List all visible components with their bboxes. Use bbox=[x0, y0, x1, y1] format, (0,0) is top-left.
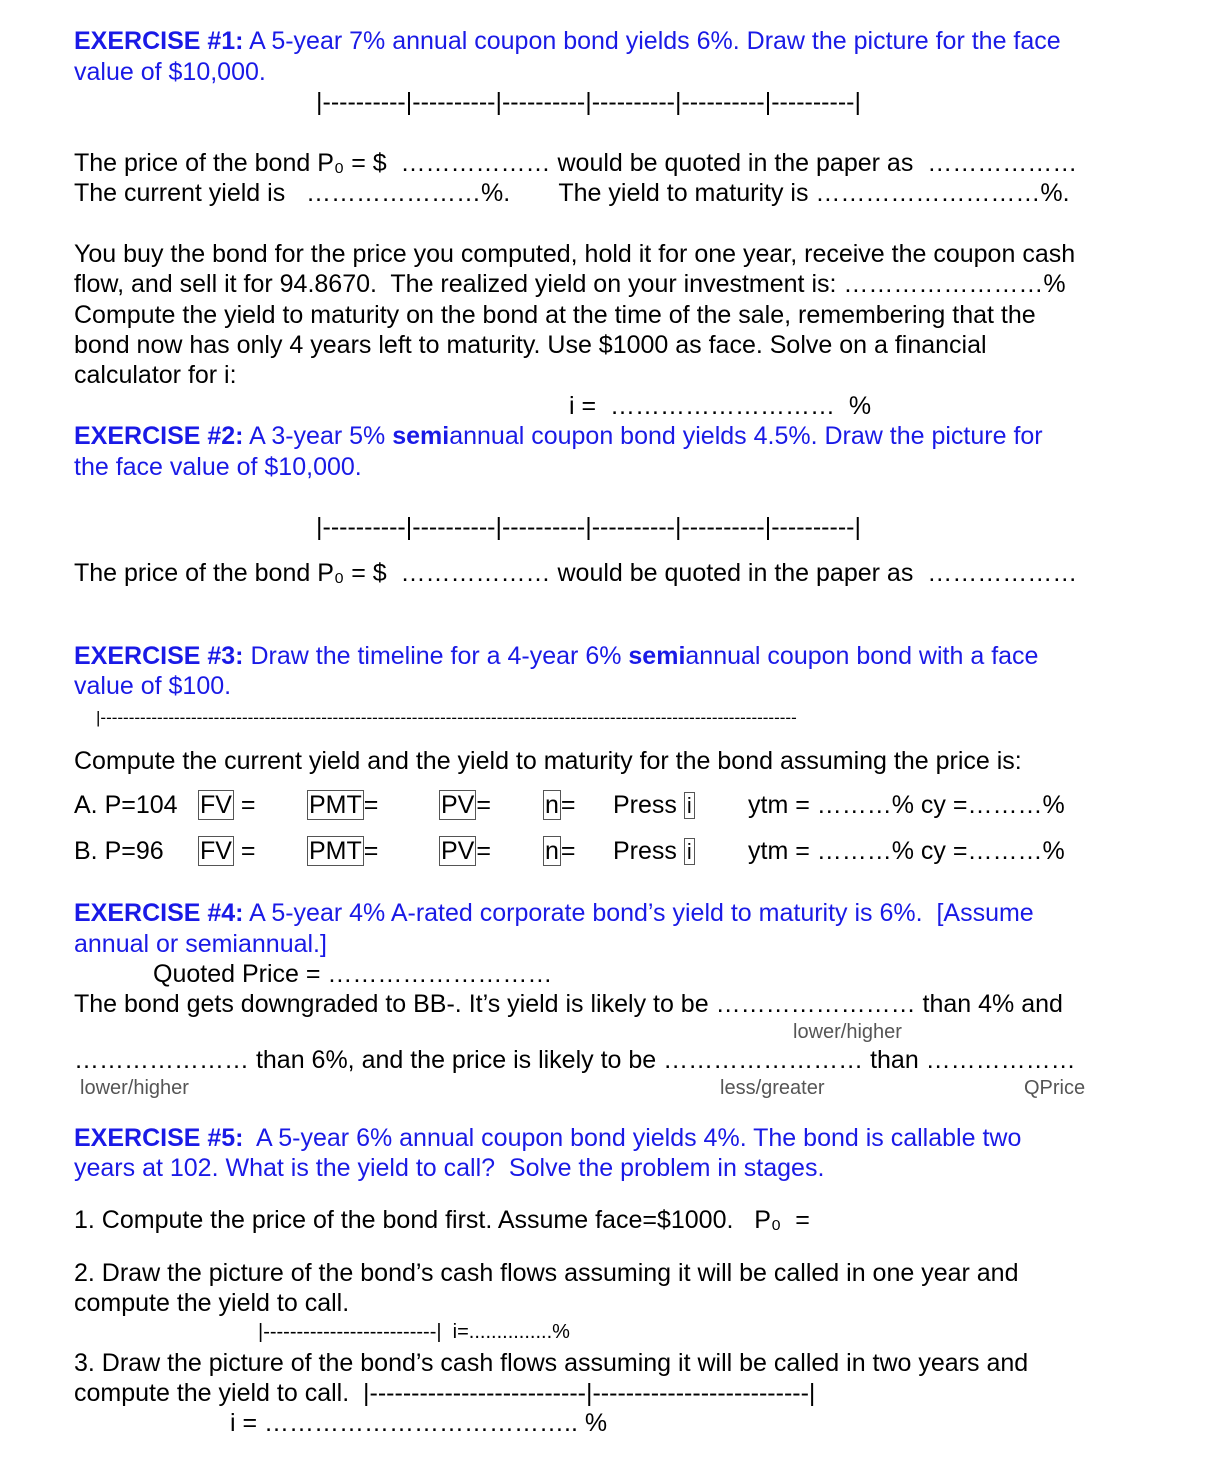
ex1-paragraph-line5: calculator for i: bbox=[74, 361, 237, 389]
ex5-step2-timeline: |--------------------------| i=...............% bbox=[258, 1321, 570, 1343]
n-equals: = bbox=[560, 837, 576, 865]
fv-equals: = bbox=[233, 837, 256, 865]
fv-equals: = bbox=[233, 791, 256, 819]
ex4-hint-less-greater: less/greater bbox=[720, 1077, 825, 1099]
ex1-paragraph-line2: flow, and sell it for 94.8670. The realized yield on your investment is: ……………………% bbox=[74, 270, 1066, 298]
ex2-timeline: |----------|----------|----------|----------|----------|----------| bbox=[316, 513, 861, 541]
press-label: Press bbox=[613, 791, 677, 819]
press-label: Press bbox=[613, 837, 677, 865]
pv-key: PV bbox=[441, 837, 475, 865]
ex4-title-line2: annual or semiannual.] bbox=[74, 930, 327, 958]
ex1-paragraph-line1: You buy the bond for the price you computed, hold it for one year, receive the coupon cash bbox=[74, 240, 1076, 268]
ex1-heading: EXERCISE #1: bbox=[74, 27, 244, 55]
ex2-semi-bold: semi bbox=[392, 422, 450, 450]
i-key: i bbox=[684, 792, 695, 819]
ex5-step3-line2: compute the yield to call. |--------------------------|--------------------------| bbox=[74, 1379, 816, 1407]
ex5-heading: EXERCISE #5: bbox=[74, 1124, 244, 1152]
ex3-row-a-pmt bbox=[307, 790, 378, 820]
ex3-semi-bold: semi bbox=[628, 642, 686, 670]
ex3-compute-text: Compute the current yield and the yield to maturity for the bond assuming the price is: bbox=[74, 747, 1022, 775]
ex5-title-text: A 5-year 6% annual coupon bond yields 4%. The bond is callable two bbox=[243, 1124, 1022, 1152]
n-key: n bbox=[545, 837, 559, 865]
ex2-title-line2: the face value of $10,000. bbox=[74, 453, 362, 481]
ex2-title-text-a: A 3-year 5% bbox=[243, 422, 393, 450]
ex4-title-text: A 5-year 4% A-rated corporate bond’s yield to maturity is 6%. [Assume bbox=[243, 899, 1034, 927]
ex3-row-b-pmt bbox=[307, 836, 378, 866]
pmt-equals: = bbox=[363, 837, 379, 865]
ex4-downgrade-line1: The bond gets downgraded to BB-. It’s yield is likely to be …………………… than 4% and bbox=[74, 990, 1063, 1018]
ex3-row-b-press bbox=[613, 836, 695, 867]
ex2-title-text-b: annual coupon bond yields 4.5%. Draw the picture for bbox=[449, 422, 1043, 450]
ex2-heading: EXERCISE #2: bbox=[74, 422, 244, 450]
ex3-heading: EXERCISE #3: bbox=[74, 642, 244, 670]
ex1-price-line: The price of the bond P₀ = $ ……………… would be quoted in the paper as ……………… bbox=[74, 149, 1078, 177]
ex3-title bbox=[74, 641, 1038, 671]
ex5-title-line2: years at 102. What is the yield to call? Solve the problem in stages. bbox=[74, 1154, 825, 1182]
ex3-title-line2: value of $100. bbox=[74, 672, 232, 700]
ex3-row-a-n bbox=[543, 790, 576, 820]
fv-key: FV bbox=[200, 791, 232, 819]
pmt-equals: = bbox=[363, 791, 379, 819]
ex5-step2-line1: 2. Draw the picture of the bond’s cash flows assuming it will be called in one year and bbox=[74, 1259, 1019, 1287]
ex5-step3-line1: 3. Draw the picture of the bond’s cash flows assuming it will be called in two years and bbox=[74, 1349, 1029, 1377]
ex4-title bbox=[74, 898, 1034, 928]
ex3-row-a-ytm: ytm = ………% cy =………% bbox=[748, 791, 1065, 819]
ex1-title-line2: value of $10,000. bbox=[74, 58, 266, 86]
ex2-price-line: The price of the bond P₀ = $ ……………… would be quoted in the paper as ……………… bbox=[74, 559, 1078, 587]
ex3-row-a-fv bbox=[198, 790, 256, 820]
ex1-i-answer: i = ……………………… % bbox=[569, 392, 872, 420]
pv-equals: = bbox=[476, 837, 491, 865]
ex4-hint-lower-higher-1: lower/higher bbox=[793, 1021, 902, 1043]
ex3-timeline: |--------------------------------------------------------------------------------------------------------------------------- bbox=[96, 708, 797, 727]
ex3-row-b-label: B. P=96 bbox=[74, 837, 164, 865]
ex4-quoted-price: Quoted Price = ……………………… bbox=[153, 960, 553, 988]
ex1-paragraph-line4: bond now has only 4 years left to maturity. Use $1000 as face. Solve on a financial bbox=[74, 331, 987, 359]
ex3-title-text-a: Draw the timeline for a 4-year 6% bbox=[243, 642, 629, 670]
pmt-key: PMT bbox=[309, 837, 362, 865]
pv-key: PV bbox=[441, 791, 475, 819]
n-key: n bbox=[545, 791, 559, 819]
ex3-row-a-label: A. P=104 bbox=[74, 791, 178, 819]
ex1-title-text: A 5-year 7% annual coupon bond yields 6%. Draw the picture for the face bbox=[243, 27, 1061, 55]
ex1-paragraph-line3: Compute the yield to maturity on the bond at the time of the sale, remembering that the bbox=[74, 301, 1036, 329]
ex4-downgrade-line2: ………………… than 6%, and the price is likely to be …………………… than ……………… bbox=[74, 1046, 1076, 1074]
ex4-hint-lower-higher-2: lower/higher bbox=[80, 1077, 189, 1099]
pmt-key: PMT bbox=[309, 791, 362, 819]
ex5-step1: 1. Compute the price of the bond first. Assume face=$1000. P₀ = bbox=[74, 1206, 810, 1234]
ex3-row-b-ytm: ytm = ………% cy =………% bbox=[748, 837, 1065, 865]
ex3-row-b-n bbox=[543, 836, 576, 866]
ex5-title bbox=[74, 1123, 1021, 1153]
fv-key: FV bbox=[200, 837, 232, 865]
ex3-row-b-fv bbox=[198, 836, 256, 866]
ex3-title-text-b: annual coupon bond with a face bbox=[685, 642, 1039, 670]
i-key: i bbox=[684, 838, 695, 865]
ex4-hint-qprice: QPrice bbox=[1024, 1077, 1086, 1099]
ex3-row-b-pv bbox=[439, 836, 491, 866]
ex3-row-a-press bbox=[613, 790, 695, 821]
pv-equals: = bbox=[476, 791, 491, 819]
ex2-title bbox=[74, 421, 1043, 451]
ex3-row-a-pv bbox=[439, 790, 491, 820]
ex1-timeline: |----------|----------|----------|----------|----------|----------| bbox=[316, 88, 861, 116]
ex1-yield-line: The current yield is …………………%. The yield to maturity is ………………………%. bbox=[74, 179, 1070, 207]
ex4-heading: EXERCISE #4: bbox=[74, 899, 244, 927]
ex5-step3-i-answer: i = ……………………………….. % bbox=[230, 1409, 608, 1437]
ex5-step2-line2: compute the yield to call. bbox=[74, 1289, 350, 1317]
n-equals: = bbox=[560, 791, 576, 819]
ex1-title bbox=[74, 26, 1061, 56]
